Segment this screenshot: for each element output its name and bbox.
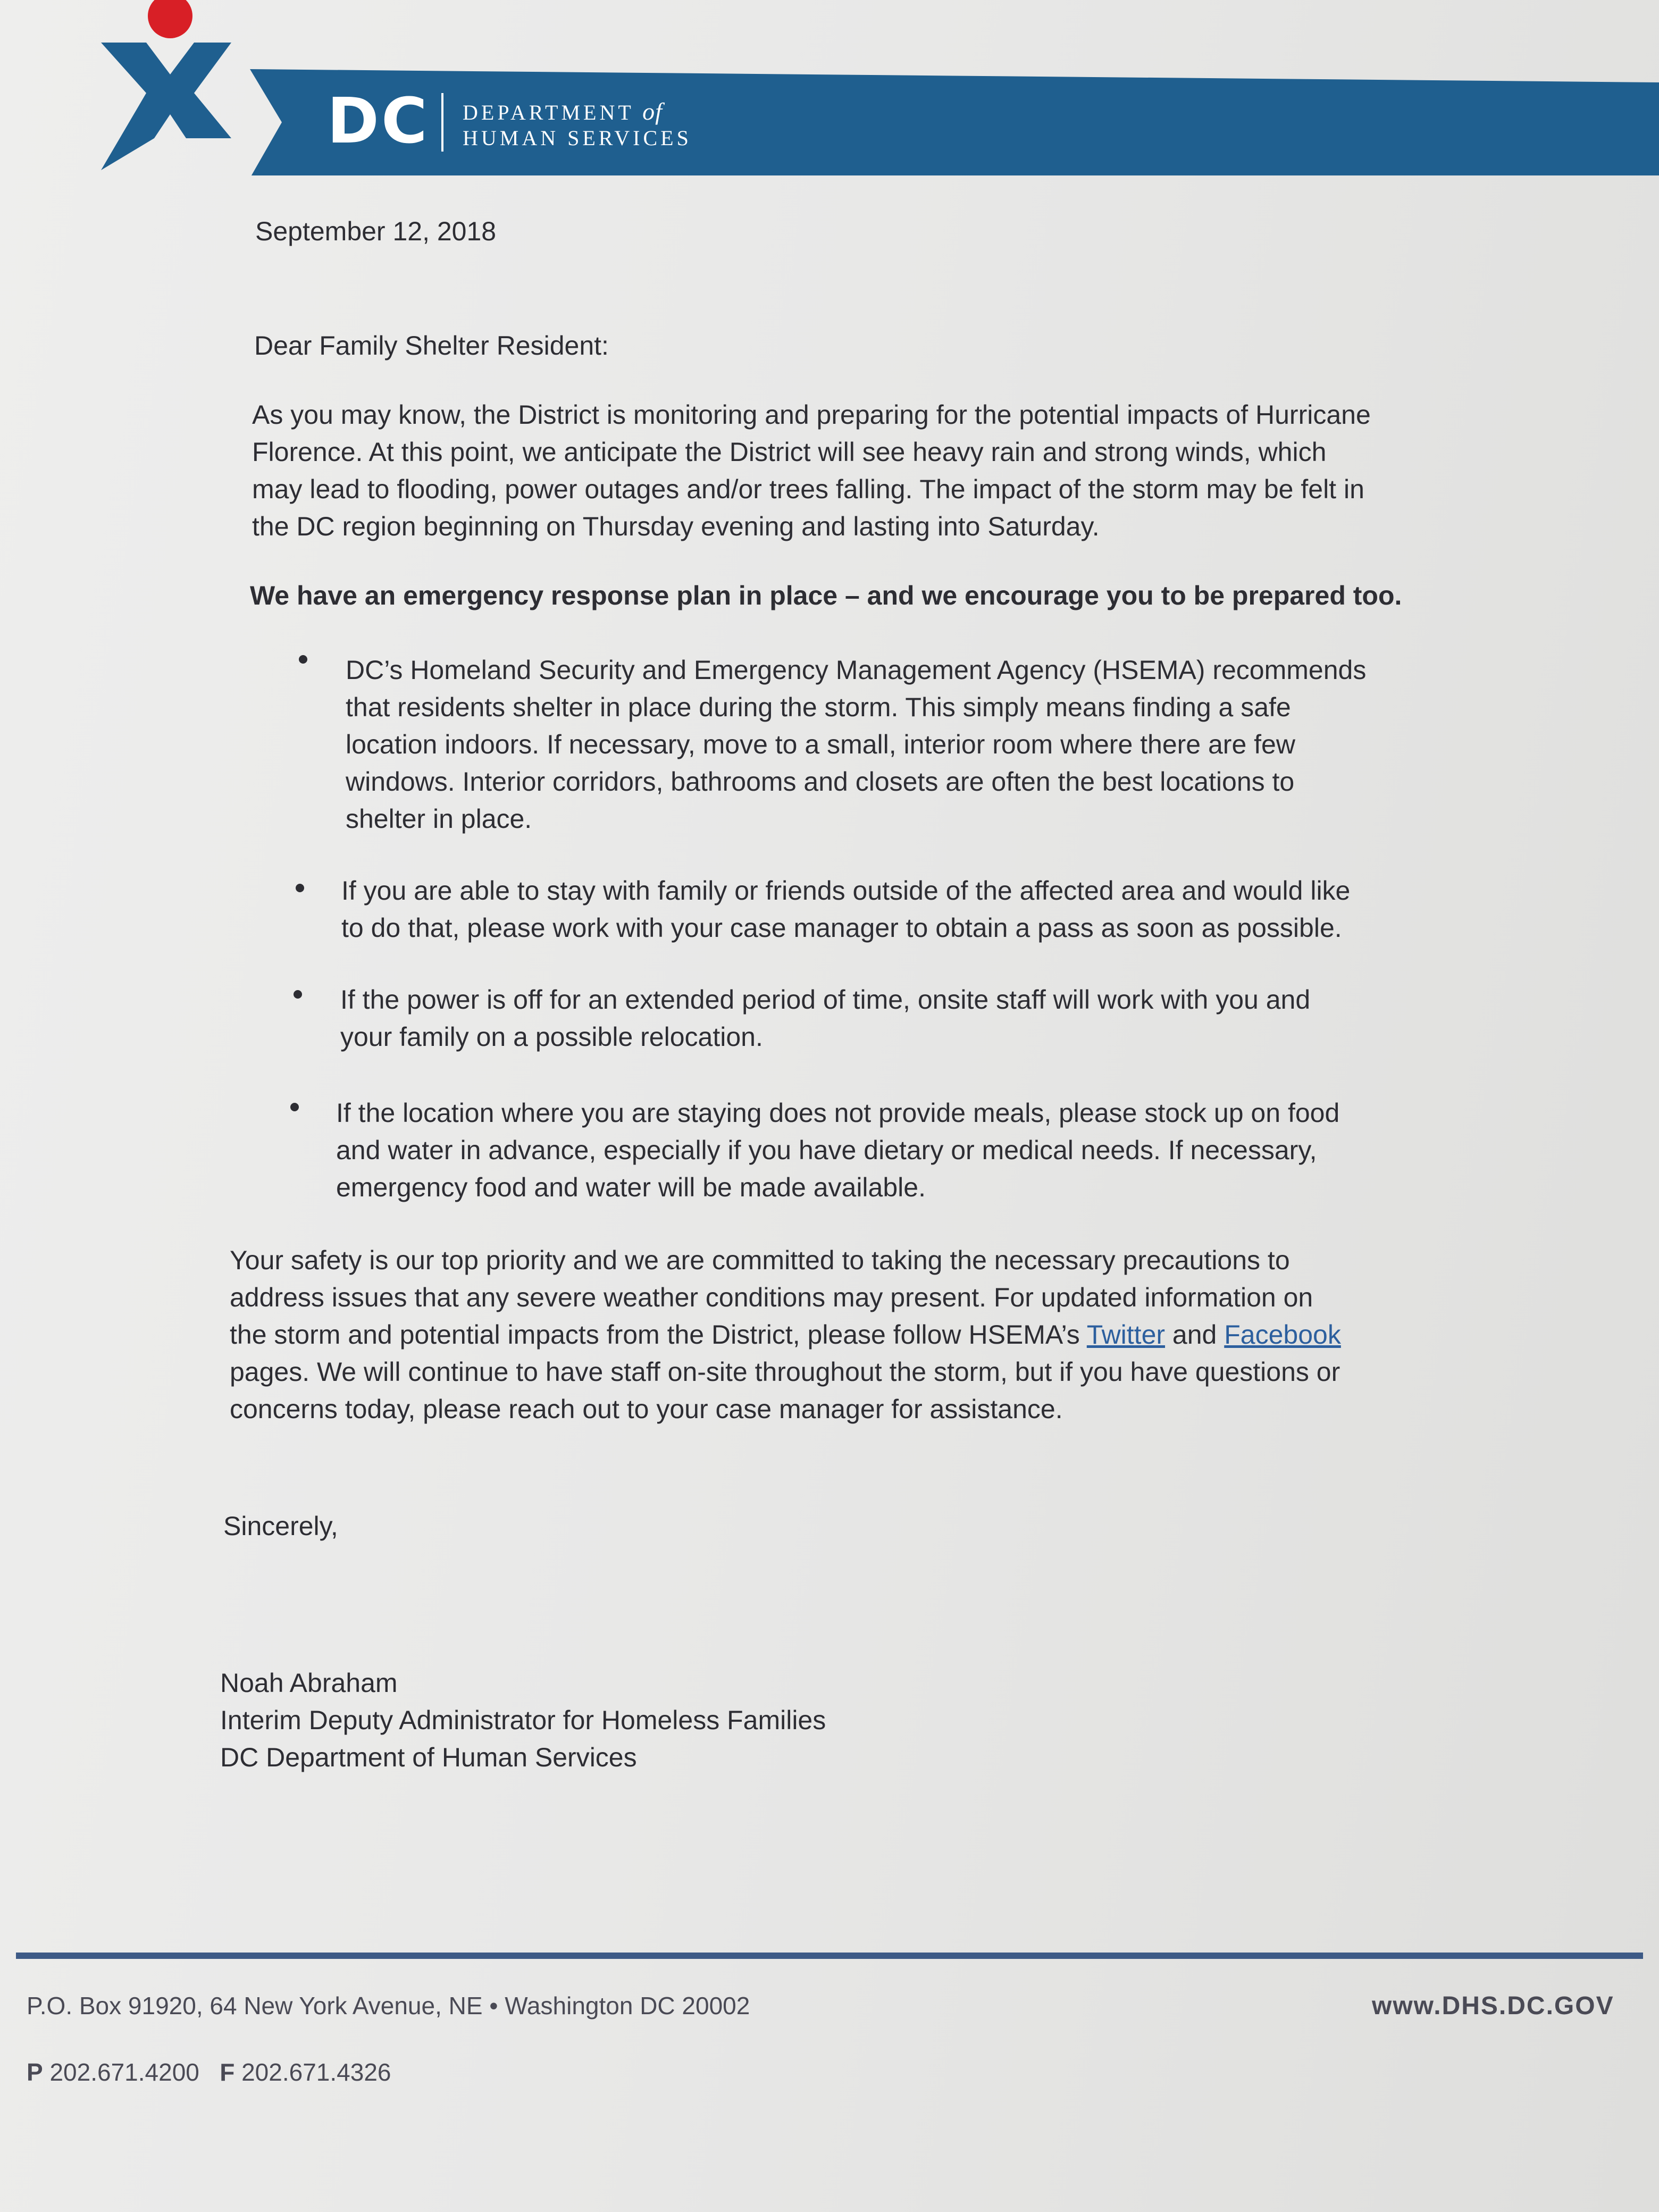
letter-date: September 12, 2018 (255, 216, 497, 246)
band-divider (441, 93, 443, 152)
org-line1-of: of (642, 98, 663, 125)
signer-org: DC Department of Human Services (220, 1742, 637, 1772)
bullet-line: If the location where you are staying does not provide meals, please stock up on food (336, 1098, 1340, 1128)
fax-number: 202.671.4326 (241, 2058, 391, 2086)
salutation: Dear Family Shelter Resident: (254, 331, 609, 361)
org-short: DC (327, 84, 430, 157)
bullet-line: to do that, please work with your case manager to obtain a pass as soon as possible. (341, 913, 1342, 943)
closing-line: pages. We will continue to have staff on-site throughout the storm, but if you have questions or (230, 1357, 1340, 1387)
facebook-link[interactable]: Facebook (1224, 1320, 1341, 1350)
signer-title: Interim Deputy Administrator for Homeless Families (220, 1705, 826, 1735)
signer-name: Noah Abraham (220, 1668, 398, 1698)
bullet-icon (299, 655, 307, 664)
emphasis-line: We have an emergency response plan in place – and we encourage you to be prepared too. (250, 581, 1402, 610)
bullet-line: DC’s Homeland Security and Emergency Management Agency (HSEMA) recommends (346, 655, 1367, 685)
bullet-line: If the power is off for an extended period of time, onsite staff will work with you and (340, 985, 1311, 1015)
phone-number: 202.671.4200 (49, 2058, 199, 2086)
org-line1: DEPARTMENT (463, 100, 634, 124)
bullet-icon (294, 990, 302, 999)
bullet-line: windows. Interior corridors, bathrooms and closets are often the best locations to (346, 767, 1295, 797)
footer-divider (16, 1953, 1643, 1959)
bullet-line: that residents shelter in place during the storm. This simply means finding a safe (346, 692, 1291, 722)
fax-label: F (220, 2058, 235, 2086)
twitter-link[interactable]: Twitter (1086, 1320, 1166, 1350)
bullet-line: and water in advance, especially if you have dietary or medical needs. If necessary, (336, 1135, 1317, 1165)
footer-website: www.DHS.DC.GOV (1372, 1992, 1614, 2020)
bullet-line: emergency food and water will be made available. (336, 1172, 926, 1202)
intro-line: As you may know, the District is monitoring and preparing for the potential impacts of Hurricane (252, 400, 1371, 430)
closing-line: the storm and potential impacts from the District, please follow HSEMA’s Twitter and Facebook (230, 1320, 1341, 1350)
closing-line: address issues that any severe weather conditions may present. For updated information on (230, 1283, 1313, 1312)
intro-line: Florence. At this point, we anticipate the District will see heavy rain and strong winds, which (252, 437, 1327, 467)
closing-line: concerns today, please reach out to your case manager for assistance. (230, 1394, 1063, 1424)
letterhead-band (250, 69, 1659, 175)
dhs-logo-icon (96, 0, 239, 175)
bullet-line: shelter in place. (346, 804, 532, 834)
bullet-icon (296, 884, 304, 892)
org-name (463, 99, 692, 151)
intro-line: may lead to flooding, power outages and/or trees falling. The impact of the storm may be felt in (252, 474, 1364, 504)
phone-label: P (27, 2058, 43, 2086)
footer-address: P.O. Box 91920, 64 New York Avenue, NE • Washington DC 20002 (27, 1992, 750, 2020)
org-line2: HUMAN SERVICES (463, 126, 692, 150)
intro-line: the DC region beginning on Thursday evening and lasting into Saturday. (252, 512, 1100, 541)
closing-line: Your safety is our top priority and we are committed to taking the necessary precautions to (230, 1245, 1290, 1275)
signoff: Sincerely, (223, 1511, 338, 1541)
bullet-line: If you are able to stay with family or friends outside of the affected area and would like (341, 876, 1351, 906)
bullet-line: your family on a possible relocation. (340, 1022, 763, 1052)
bullet-icon (290, 1103, 299, 1111)
bullet-line: location indoors. If necessary, move to a small, interior room where there are few (346, 730, 1295, 759)
footer-contact (27, 2058, 391, 2087)
